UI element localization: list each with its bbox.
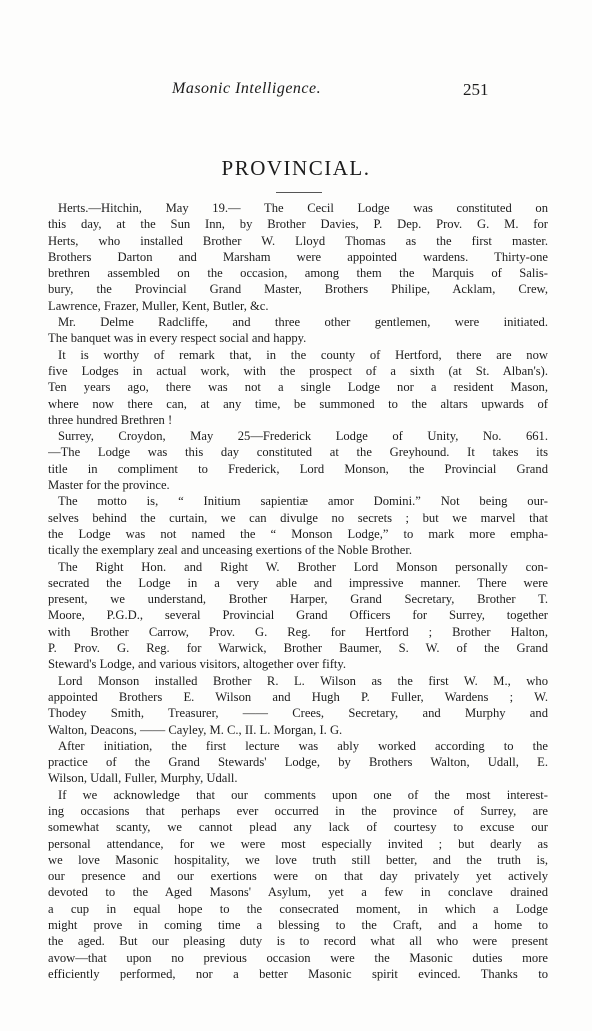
running-title: Masonic Intelligence.: [172, 80, 322, 97]
text-line: Wilson, Udall, Fuller, Murphy, Udall.: [48, 771, 238, 786]
text-line: practice of the Grand Stewards' Lodge, by Brothers Walton, Udall, E.: [48, 755, 548, 770]
text-line: Herts, who installed Brother W. Lloyd Thomas as the first master.: [48, 233, 548, 248]
page-number: 251: [463, 80, 489, 99]
text-line: tically the exemplary zeal and unceasing exertions of the Noble Brother.: [48, 543, 413, 558]
text-line: Thodey Smith, Treasurer, —— Crees, Secretary, and Murphy and: [48, 706, 548, 721]
text-line: efficiently performed, nor a better Masonic spirit evinced. Thanks to: [48, 966, 548, 981]
title-rule: [276, 192, 322, 193]
text-line: where now there can, at any time, be summoned to the altars upwards of: [48, 396, 548, 411]
text-line: The banquet was in every respect social and happy.: [48, 331, 307, 346]
text-line: —The Lodge was this day constituted at the Greyhound. It takes its: [48, 445, 548, 460]
text-line: this day, at the Sun Inn, by Brother Davies, P. Dep. Prov. G. M. for: [48, 217, 548, 232]
text-line: brethren assembled on the occasion, among them the Marquis of Salis-: [48, 266, 548, 281]
text-line: appointed Brothers E. Wilson and Hugh P. Fuller, Wardens ; W.: [48, 689, 548, 704]
text-line: Lord Monson installed Brother R. L. Wilson as the first W. M., who: [58, 673, 548, 688]
text-line: ing occasions that perhaps ever occurred in the province of Surrey, are: [48, 803, 548, 818]
section-title: PROVINCIAL.: [221, 156, 371, 180]
text-line: If we acknowledge that our comments upon one of the most interest-: [58, 787, 548, 802]
text-line: Ten years ago, there was not a single Lodge nor a resident Mason,: [48, 380, 548, 395]
text-line: we love Masonic hospitality, we love truth still better, and the truth is,: [48, 852, 548, 867]
text-line: personal attendance, for we were most especially invited ; but dearly as: [48, 836, 548, 851]
text-line: the Lodge was not named the “ Monson Lodge,” to mark more empha-: [48, 526, 548, 541]
text-line: Steward's Lodge, and various visitors, altogether over fifty.: [48, 657, 347, 672]
text-line: somewhat scanty, we cannot plead any lack of courtesy to excuse our: [48, 820, 548, 835]
text-line: selves behind the curtain, we can divulge no secrets ; but we marvel that: [48, 510, 548, 525]
text-line: Brothers Darton and Marsham were appointed wardens. Thirty-one: [48, 249, 548, 264]
text-line: Surrey, Croydon, May 25—Frederick Lodge of Unity, No. 661.: [58, 429, 548, 444]
text-line: with Brother Carrow, Prov. G. Reg. for Hertford ; Brother Halton,: [48, 624, 548, 639]
text-line: The Right Hon. and Right W. Brother Lord Monson personally con-: [58, 559, 548, 574]
text-line: title in compliment to Frederick, Lord Monson, the Provincial Grand: [48, 461, 548, 476]
text-line: present, we understand, Brother Harper, Grand Secretary, Brother T.: [48, 592, 548, 607]
running-head: [0, 80, 592, 104]
text-line: Master for the province.: [48, 478, 170, 493]
text-line: It is worthy of remark that, in the county of Hertford, there are now: [58, 347, 548, 362]
text-line: bury, the Provincial Grand Master, Brothers Philipe, Acklam, Crew,: [48, 282, 548, 297]
text-line: three hundred Brethren !: [48, 412, 173, 427]
text-line: secrated the Lodge in a very able and impressive manner. There were: [48, 575, 548, 590]
article-body: [48, 200, 548, 982]
text-line: P. Prov. G. Reg. for Warwick, Brother Baumer, S. W. of the Grand: [48, 641, 548, 656]
text-line: the aged. But our pleasing duty is to record what all who were present: [48, 934, 548, 949]
text-line: Herts.—Hitchin, May 19.— The Cecil Lodge was constituted on: [58, 201, 548, 215]
text-line: The motto is, “ Initium sapientiæ amor Domini.” Not being our-: [58, 494, 548, 509]
text-line: devoted to the Aged Masons' Asylum, yet a few in conclave drained: [48, 885, 548, 900]
text-line: five Lodges in actual work, with the prospect of a sixth (at St. Alban's).: [48, 363, 548, 378]
text-line: avow—that upon no previous occasion were the Masonic duties more: [48, 950, 548, 965]
text-line: Lawrence, Frazer, Muller, Kent, Butler, &c.: [48, 298, 269, 313]
text-line: a cup in equal hope to the consecrated moment, in which a Lodge: [48, 901, 548, 916]
text-line: might prove in coming time a blessing to the Craft, and a home to: [48, 918, 548, 933]
text-line: After initiation, the first lecture was ably worked according to the: [58, 738, 548, 753]
text-line: Moore, P.G.D., several Provincial Grand Officers for Surrey, together: [48, 608, 548, 623]
text-line: our presence and our exertions were on that day privately yet actively: [48, 869, 548, 884]
text-line: Walton, Deacons, —— Cayley, M. C., II. L. Morgan, I. G.: [48, 722, 343, 737]
text-line: Mr. Delme Radcliffe, and three other gentlemen, were initiated.: [58, 315, 548, 330]
